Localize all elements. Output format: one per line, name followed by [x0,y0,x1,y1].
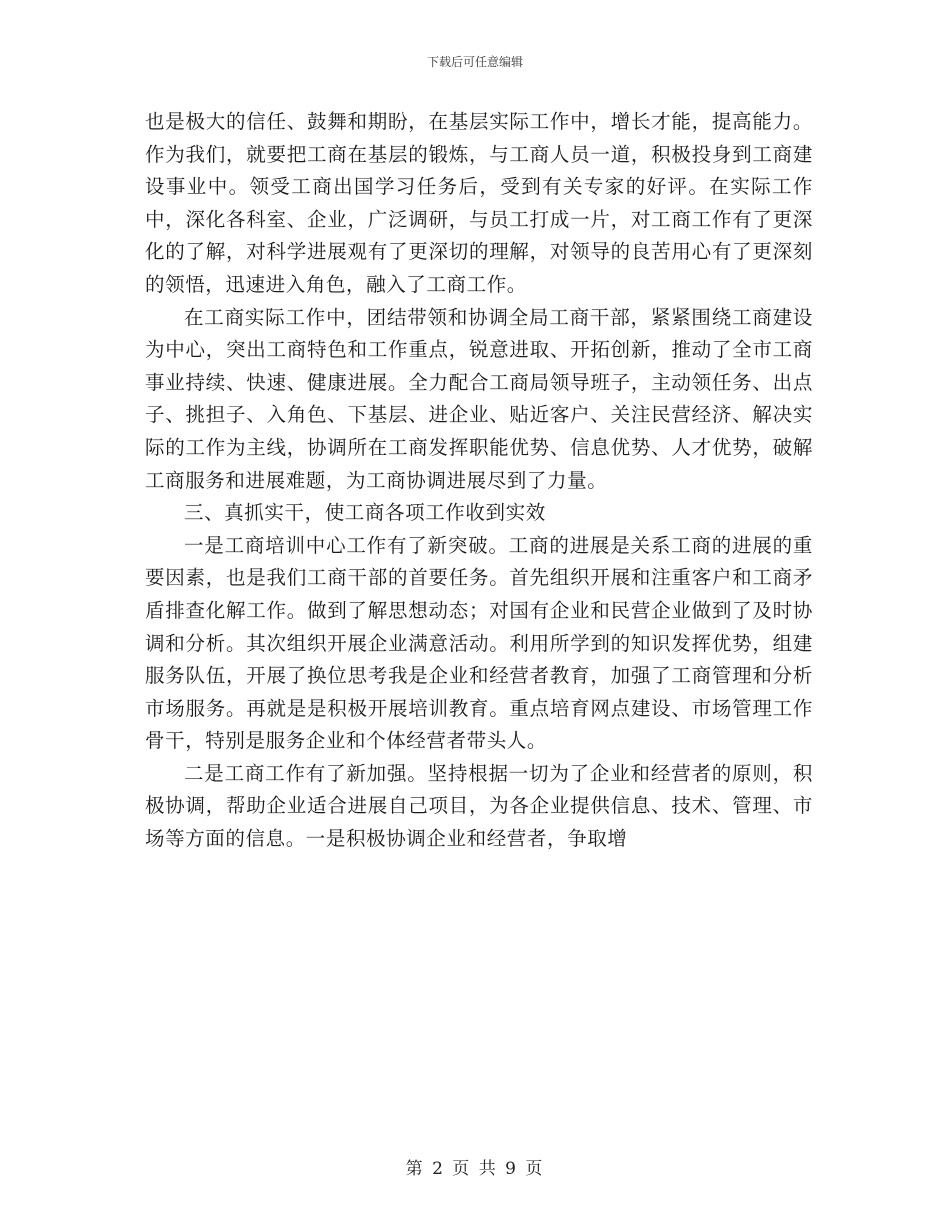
page-header: 下载后可任意编辑 [426,55,523,69]
paragraph: 在工商实际工作中，团结带领和协调全局工商干部，紧紧围绕工商建设为中心，突出工商特色和工作重点，锐意进取、开拓创新，推动了全市工商事业持续、快速、健康进展。全力配合工商局领导班子，主动领任务、出点子、挑担子、入角色、下基层、进企业、贴近客户、关注民营经济、解决实际的工作为主线，协调所在工商发挥职能优势、信息优势、人才优势，破解工商服务和进展难题，为工商协调进展尽到了力量。 [145,305,813,492]
paragraph: 二是工商工作有了新加强。坚持根据一切为了企业和经营者的原则，积极协调，帮助企业适合进展自己项目，为各企业提供信息、技术、管理、市场等方面的信息。一是积极协调企业和经营者，争取增 [145,761,813,851]
paragraph: 也是极大的信任、鼓舞和期盼，在基层实际工作中，增长才能，提高能力。作为我们，就要把工商在基层的锻炼，与工商人员一道，积极投身到工商建设事业中。领受工商出国学习任务后，受到有关专家的好评。在实际工作中，深化各科室、企业，广泛调研，与员工打成一片，对工商工作有了更深化的了解，对科学进展观有了更深切的理解，对领导的良苦用心有了更深刻的领悟，迅速进入角色，融入了工商工作。 [145,110,813,296]
document-body [145,106,813,856]
page-number-footer: 第 2 页 共 9 页 [405,1159,545,1179]
paragraph: 一是工商培训中心工作有了新突破。工商的进展是关系工商的进展的重要因素，也是我们工商干部的首要任务。首先组织开展和注重客户和工商矛盾排查化解工作。做到了解思想动态；对国有企业和民营企业做到了及时协调和分析。其次组织开展企业满意活动。利用所学到的知识发挥优势，组建服务队伍，开展了换位思考我是企业和经营者教育，加强了工商管理和分析市场服务。再就是是积极开展培训教育。重点培育网点建设、市场管理工作骨干，特别是服务企业和个体经营者带头人。 [145,533,813,753]
section-heading: 三、真抓实干，使工商各项工作收到实效 [184,501,546,525]
